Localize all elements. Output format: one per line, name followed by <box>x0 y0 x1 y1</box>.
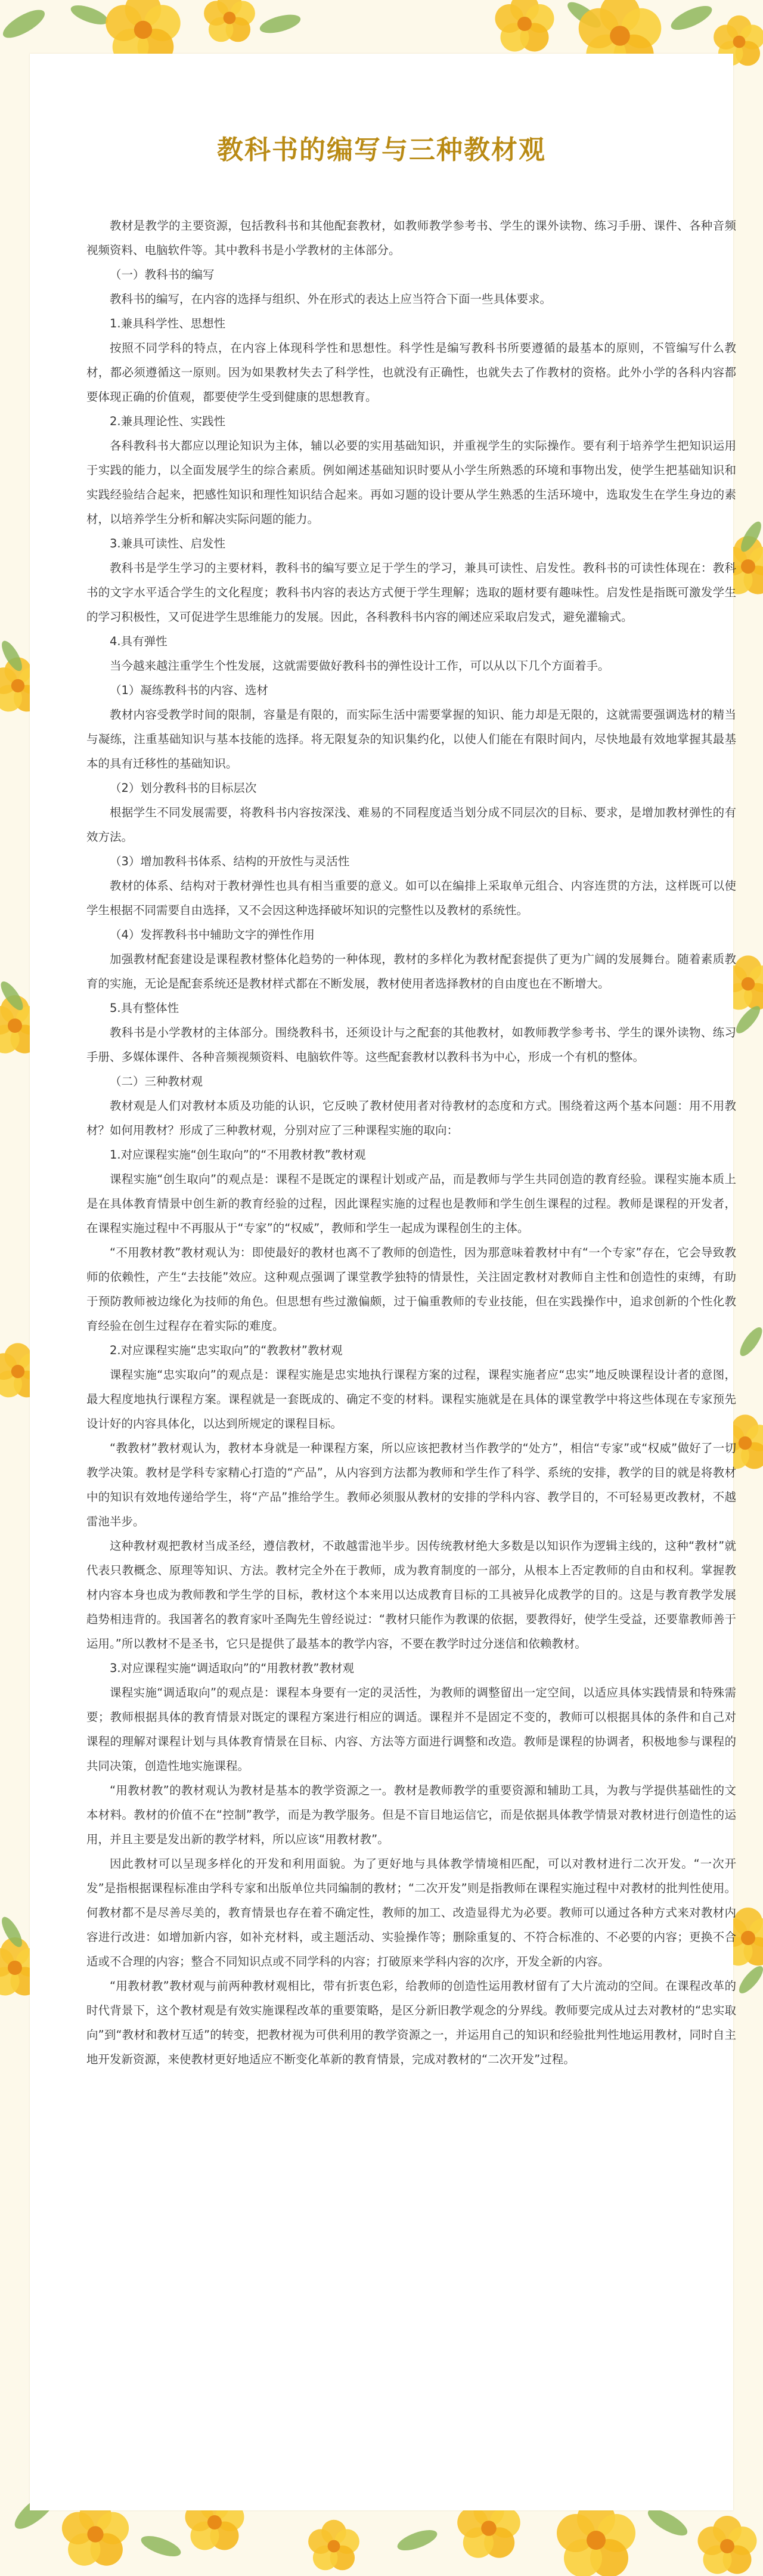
section-heading: （1）凝练教科书的内容、选材 <box>110 683 268 697</box>
paragraph: 课程实施“创生取向”的观点是：课程不是既定的课程计划或产品，而是教师与学生共同创造的教育经验。课程实施本质上是在具体教育情景中创生新的教育经验的过程，因此课程实施的过程也是教师和学生创生课程的过程。教师是课程的开发者，在课程实施过程中不再服从于“专家”的“权威”，教师和学生一起成为课程创生的主体。 <box>86 1172 736 1235</box>
article-body <box>86 213 736 2072</box>
paragraph: 教科书的编写，在内容的选择与组织、外在形式的表达上应当符合下面一些具体要求。 <box>110 292 552 306</box>
section-heading: （4）发挥教科书中辅助文字的弹性作用 <box>110 928 315 942</box>
paragraph: 加强教材配套建设是课程教材整体化趋势的一种体现，教材的多样化为教材配套提供了更为广阔的发展舞台。随着素质教育的实施，无论是配套系统还是教材样式都在不断发展，教材使用者选择教材的自由度也在不断增大。 <box>86 952 736 990</box>
paragraph: 当今越来越注重学生个性发展，这就需要做好教科书的弹性设计工作，可以从以下几个方面着手。 <box>110 659 610 673</box>
paragraph: “教教材”教材观认为，教材本身就是一种课程方案，所以应该把教材当作教学的“处方”，相信“专家”或“权威”做好了一切教学决策。教材是学科专家精心打造的“产品”，从内容到方法都为教师和学生作了科学、系统的安排，教学的目的就是将教材中的知识有效地传递给学生，将“产品”推给学生。教师必须服从教材的安排的学科内容、教学目的，不可轻易更改教材，不越雷池半步。 <box>86 1441 736 1528</box>
section-heading: 3.兼具可读性、启发性 <box>110 537 226 550</box>
section-heading: 2.对应课程实施“忠实取向”的“教教材”教材观 <box>110 1343 343 1357</box>
section-heading: （二）三种教材观 <box>110 1075 203 1088</box>
section-heading: 2.兼具理论性、实践性 <box>110 414 226 428</box>
paragraph: 这种教材观把教材当成圣经，遵信教材，不敢越雷池半步。因传统教材绝大多数是以知识作为逻辑主线的，这种“教材”就代表只教概念、原理等知识、方法。教材完全外在于教师，成为教育制度的一部分，从根本上否定教师的自由和权利。掌握教材内容本身也成为教师教和学生学的目标，教材这个本来用以达成教育目标的工具被异化成教学的目的。这是与教育教学发展趋势相违背的。我国著名的教育家叶圣陶先生曾经说过：“教材只能作为教课的依据，要教得好，使学生受益，还要靠教师善于运用。”所以教材不是圣书，它只是提供了最基本的教学内容，不要在教学时过分迷信和依赖教材。 <box>86 1539 736 1651</box>
article-card <box>30 54 736 2510</box>
section-heading: 1.兼具科学性、思想性 <box>110 317 226 330</box>
section-heading: （3）增加教科书体系、结构的开放性与灵活性 <box>110 854 350 868</box>
paragraph: “不用教材教”教材观认为：即使最好的教材也离不了教师的创造性，因为那意味着教材中有“一个专家”存在，它会导致教师的依赖性，产生“去技能”效应。这种观点强调了课堂教学独特的情景性，关注固定教材对教师自主性和创造性的束缚，有助于预防教师被边缘化为技师的角色。但思想有些过激偏颇，过于偏重教师的专业技能，但在实践操作中，追求创新的个性化教育经验在创生过程存在着实际的难度。 <box>86 1246 736 1333</box>
paragraph: 教科书是小学教材的主体部分。围绕教科书，还须设计与之配套的其他教材，如教师教学参考书、学生的课外读物、练习手册、多媒体课件、各种音频视频资料、电脑软件等。这些配套教材以教科书为中心，形成一个有机的整体。 <box>86 1026 736 1064</box>
section-heading: （一）教科书的编写 <box>110 268 215 281</box>
section-heading: 4.具有弹性 <box>110 634 168 648</box>
section-heading: （2）划分教科书的目标层次 <box>110 781 257 795</box>
section-heading: 5.具有整体性 <box>110 1001 179 1015</box>
paragraph: “用教材教”教材观与前两种教材观相比，带有折衷色彩，给教师的创造性运用教材留有了大片流动的空间。在课程改革的时代背景下，这个教材观是有效实施课程改革的重要策略，是区分新旧教学观念的分界线。教师要完成从过去对教材的“忠实取向”到“教材和教材互适”的转变，把教材视为可供利用的教学资源之一，并运用自己的知识和经验批判性地运用教材，同时自主地开发新资源，来使教材更好地适应不断变化革新的教育情景，完成对教材的“二次开发”过程。 <box>86 1979 736 2066</box>
paragraph: 因此教材可以呈现多样化的开发和利用面貌。为了更好地与具体教学情境相匹配，可以对教材进行二次开发。“一次开发”是指根据课程标准由学科专家和出版单位共同编制的教材；“二次开发”则是指教师在课程实施过程中对教材的批判性使用。何教材都不是尽善尽美的，教育情景也存在着不确定性，教师的加工、改造显得尤为必要。教师可以通过各种方式来对教材内容进行改进：如增加新内容，如补充材料，或主题活动、实验操作等；删除重复的、不符合标准的、不必要的内容；更换不合适或不合理的内容；整合不同知识点或不同学科的内容；打破原来学科内容的次序，开发全新的内容。 <box>86 1857 736 1968</box>
paragraph: 课程实施“调适取向”的观点是：课程本身要有一定的灵活性，为教师的调整留出一定空间，以适应具体实践情景和特殊需要；教师根据具体的教育情景对既定的课程方案进行相应的调适。课程并不是固定不变的，教师可以根据具体的条件和自己对课程的理解对课程计划与具体教育情景在目标、内容、方法等方面进行调整和改造。教师是课程的协调者，积极地参与课程的共同决策，创造性地实施课程。 <box>86 1686 736 1773</box>
paragraph: 各科教科书大都应以理论知识为主体，辅以必要的实用基础知识，并重视学生的实际操作。要有利于培养学生把知识运用于实践的能力，以全面发展学生的综合素质。例如阐述基础知识时要从小学生所熟悉的环境和事物出发，使学生把基础知识和实践经验结合起来，把感性知识和理性知识结合起来。再如习题的设计要从学生熟悉的生活环境中，选取发生在学生身边的素材，以培养学生分析和解决实际问题的能力。 <box>86 439 736 526</box>
section-heading: 1.对应课程实施“创生取向”的“不用教材教”教材观 <box>110 1148 366 1162</box>
paragraph: “用教材教”的教材观认为教材是基本的教学资源之一。教材是教师教学的重要资源和辅助工具，为教与学提供基础性的文本材料。教材的价值不在“控制”教学，而是为教学服务。但是不盲目地运信它，而是依据具体教学情景对教材进行创造性的运用，并且主要是发出新的教学材料，所以应该“用教材教”。 <box>86 1784 736 1846</box>
paragraph: 教材观是人们对教材本质及功能的认识，它反映了教材使用者对待教材的态度和方式。围绕着这两个基本问题：用不用教材？如何用教材？形成了三种教材观，分别对应了三种课程实施的取向： <box>86 1099 736 1137</box>
paragraph: 教科书是学生学习的主要材料，教科书的编写要立足于学生的学习，兼具可读性、启发性。教科书的可读性体现在：教科书的文字水平适合学生的文化程度；教科书内容的表达方式便于学生理解；选取的题材要有趣味性。启发性是指既可激发学生的学习积极性，又可促进学生思维能力的发展。因此，各科教科书内容的阐述应采取启发式，避免灌输式。 <box>86 561 736 624</box>
paragraph: 课程实施“忠实取向”的观点是：课程实施是忠实地执行课程方案的过程，课程实施者应“忠实”地反映课程设计者的意图，最大程度地执行课程方案。课程就是一套既成的、确定不变的材料。课程实施就是在具体的课堂教学中将这些体现在专家预先设计好的内容具体化，以达到所规定的课程目标。 <box>86 1368 736 1431</box>
paragraph: 教材的体系、结构对于教材弹性也具有相当重要的意义。如可以在编排上采取单元组合、内容连贯的方法，这样既可以使学生根据不同需要自由选择，又不会因这种选择破坏知识的完整性以及教材的系统性。 <box>86 879 736 917</box>
section-heading: 3.对应课程实施“调适取向”的“用教材教”教材观 <box>110 1661 355 1675</box>
paragraph: 根据学生不同发展需要，将教科书内容按深浅、难易的不同程度适当划分成不同层次的目标、要求，是增加教材弹性的有效方法。 <box>86 806 736 844</box>
page-title: 教科书的编写与三种教材观 <box>217 135 546 166</box>
paragraph: 教材是教学的主要资源，包括教科书和其他配套教材，如教师教学参考书、学生的课外读物、练习手册、课件、各种音频视频资料、电脑软件等。其中教科书是小学教材的主体部分。 <box>86 219 736 257</box>
paragraph: 按照不同学科的特点，在内容上体现科学性和思想性。科学性是编写教科书所要遵循的最基本的原则，不管编写什么教材，都必须遵循这一原则。因为如果教材失去了科学性，也就没有正确性，也就失去了作教材的资格。此外小学的各科内容都要体现正确的价值观，都要使学生受到健康的思想教育。 <box>86 341 736 404</box>
paragraph: 教材内容受教学时间的限制，容量是有限的，而实际生活中需要掌握的知识、能力却是无限的，这就需要强调选材的精当与凝练，注重基础知识与基本技能的选择。将无限复杂的知识集约化，以使人们能在有限时间内，尽快地最有效地掌握其最基本的具有迁移性的基础知识。 <box>86 708 736 770</box>
